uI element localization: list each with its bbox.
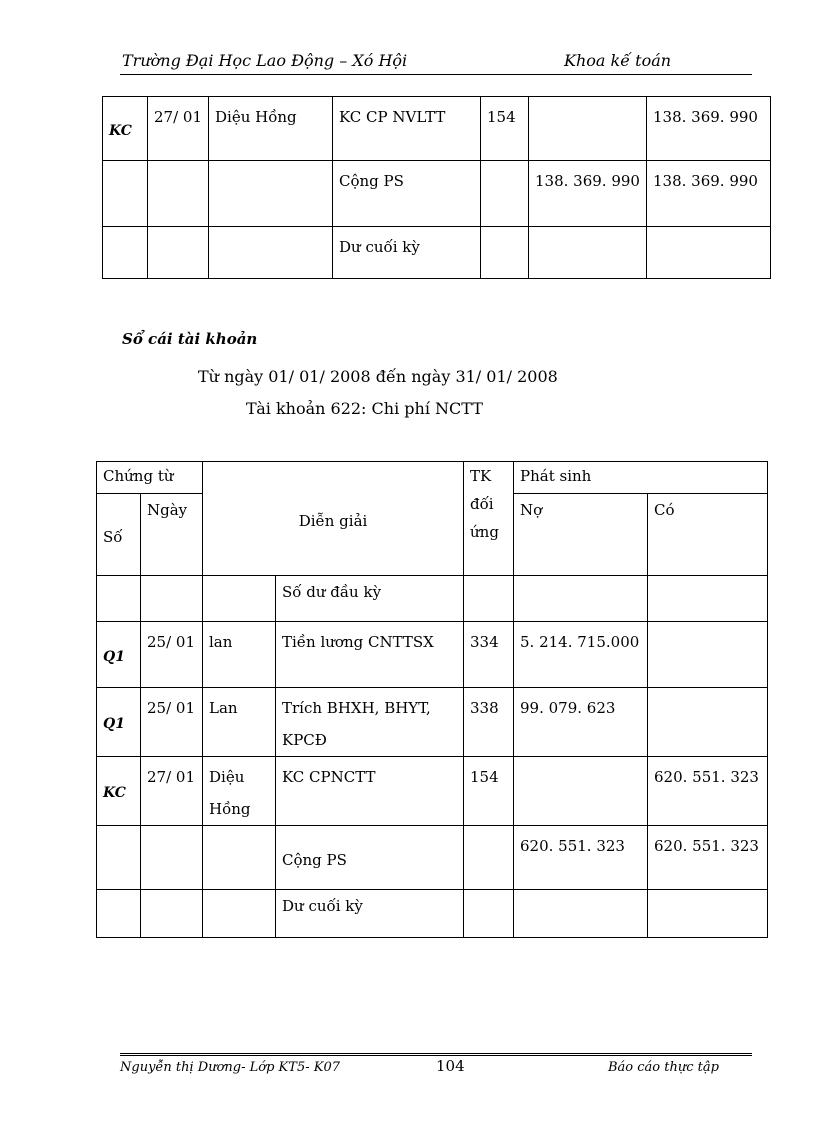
person-name: [209, 227, 333, 279]
voucher-number: [97, 576, 141, 622]
description: Tiền lương CNTTSX: [276, 622, 464, 688]
person-name: Lan: [203, 688, 276, 757]
header-phat-sinh: Phát sinh: [514, 462, 768, 494]
counter-account: 338: [464, 688, 514, 757]
description: Dư cuối kỳ: [333, 227, 481, 279]
voucher-date: 25/ 01: [141, 622, 203, 688]
counter-account: [464, 890, 514, 938]
counter-account: 154: [481, 97, 529, 161]
debit-amount: [514, 576, 648, 622]
description: Cộng PS: [276, 826, 464, 890]
description: KC CPNCTT: [276, 757, 464, 826]
page-header: [120, 48, 752, 75]
section-period: Từ ngày 01/ 01/ 2008 đến ngày 31/ 01/ 2008: [198, 367, 558, 386]
person-name: Diệu Hồng: [203, 757, 276, 826]
person-name: Diệu Hồng: [209, 97, 333, 161]
voucher-number: [103, 227, 148, 279]
debit-amount: [529, 97, 647, 161]
voucher-date: [141, 576, 203, 622]
table-row: [97, 826, 768, 890]
header-ngay: Ngày: [141, 494, 203, 576]
section-title: Sổ cái tài khoản: [122, 330, 258, 348]
debit-amount: [514, 757, 648, 826]
table-row: [97, 890, 768, 938]
credit-amount: [648, 576, 768, 622]
counter-account: [464, 826, 514, 890]
voucher-number: [97, 890, 141, 938]
description: Cộng PS: [333, 161, 481, 227]
person-name: [203, 576, 276, 622]
voucher-date: [141, 826, 203, 890]
header-tk-line: đối: [470, 495, 494, 513]
description: Dư cuối kỳ: [276, 890, 464, 938]
credit-amount: [648, 622, 768, 688]
header-tk-line: ứng: [470, 523, 499, 541]
voucher-date: [141, 890, 203, 938]
counter-account: [481, 161, 529, 227]
voucher-number: KC: [97, 757, 141, 826]
description: KC CP NVLTT: [333, 97, 481, 161]
counter-account: [464, 576, 514, 622]
counter-account: 154: [464, 757, 514, 826]
table-header-row: [97, 462, 768, 494]
counter-account: 334: [464, 622, 514, 688]
voucher-date: 27/ 01: [148, 97, 209, 161]
voucher-date: 25/ 01: [141, 688, 203, 757]
table-row: [103, 161, 771, 227]
voucher-date: 27/ 01: [141, 757, 203, 826]
section-account: Tài khoản 622: Chi phí NCTT: [246, 399, 483, 418]
credit-amount: [647, 227, 771, 279]
person-name: [209, 161, 333, 227]
page-footer: [120, 1053, 752, 1086]
person-name: [203, 826, 276, 890]
table-row: [97, 688, 768, 757]
footer-author: Nguyễn thị Dương- Lớp KT5- K07: [120, 1060, 340, 1075]
debit-amount: 138. 369. 990: [529, 161, 647, 227]
header-no: Nợ: [514, 494, 648, 576]
ledger-table-621-tail: [102, 96, 771, 279]
header-chung-tu: Chứng từ: [97, 462, 203, 494]
debit-amount: 99. 079. 623: [514, 688, 648, 757]
person-name: lan: [203, 622, 276, 688]
voucher-date: [148, 161, 209, 227]
voucher-number: [97, 826, 141, 890]
table-row: [97, 622, 768, 688]
description: Trích BHXH, BHYT, KPCĐ: [276, 688, 464, 757]
counter-account: [481, 227, 529, 279]
header-university: Trường Đại Học Lao Động – Xó Hội: [122, 51, 408, 70]
debit-amount: [529, 227, 647, 279]
header-dien-giai: Diễn giải: [203, 462, 464, 576]
voucher-number: [103, 161, 148, 227]
page-number: 104: [436, 1057, 465, 1075]
voucher-date: [148, 227, 209, 279]
credit-amount: 138. 369. 990: [647, 97, 771, 161]
table-row: [97, 576, 768, 622]
credit-amount: [648, 688, 768, 757]
debit-amount: [514, 890, 648, 938]
credit-amount: 620. 551. 323: [648, 826, 768, 890]
debit-amount: 5. 214. 715.000: [514, 622, 648, 688]
description: Số dư đầu kỳ: [276, 576, 464, 622]
debit-amount: 620. 551. 323: [514, 826, 648, 890]
ledger-table-622: [96, 461, 768, 938]
voucher-number: KC: [103, 97, 148, 161]
person-name: [203, 890, 276, 938]
header-department: Khoa kế toán: [564, 51, 672, 70]
header-tk-doi-ung: [464, 462, 514, 576]
header-tk-line: TK: [470, 467, 492, 485]
header-so: Số: [97, 494, 141, 576]
credit-amount: 138. 369. 990: [647, 161, 771, 227]
voucher-number: Q1: [97, 688, 141, 757]
table-row: [103, 227, 771, 279]
table-row: [97, 757, 768, 826]
table-row: [103, 97, 771, 161]
credit-amount: 620. 551. 323: [648, 757, 768, 826]
voucher-number: Q1: [97, 622, 141, 688]
footer-report-title: Báo cáo thực tập: [608, 1060, 719, 1075]
credit-amount: [648, 890, 768, 938]
header-co: Có: [648, 494, 768, 576]
